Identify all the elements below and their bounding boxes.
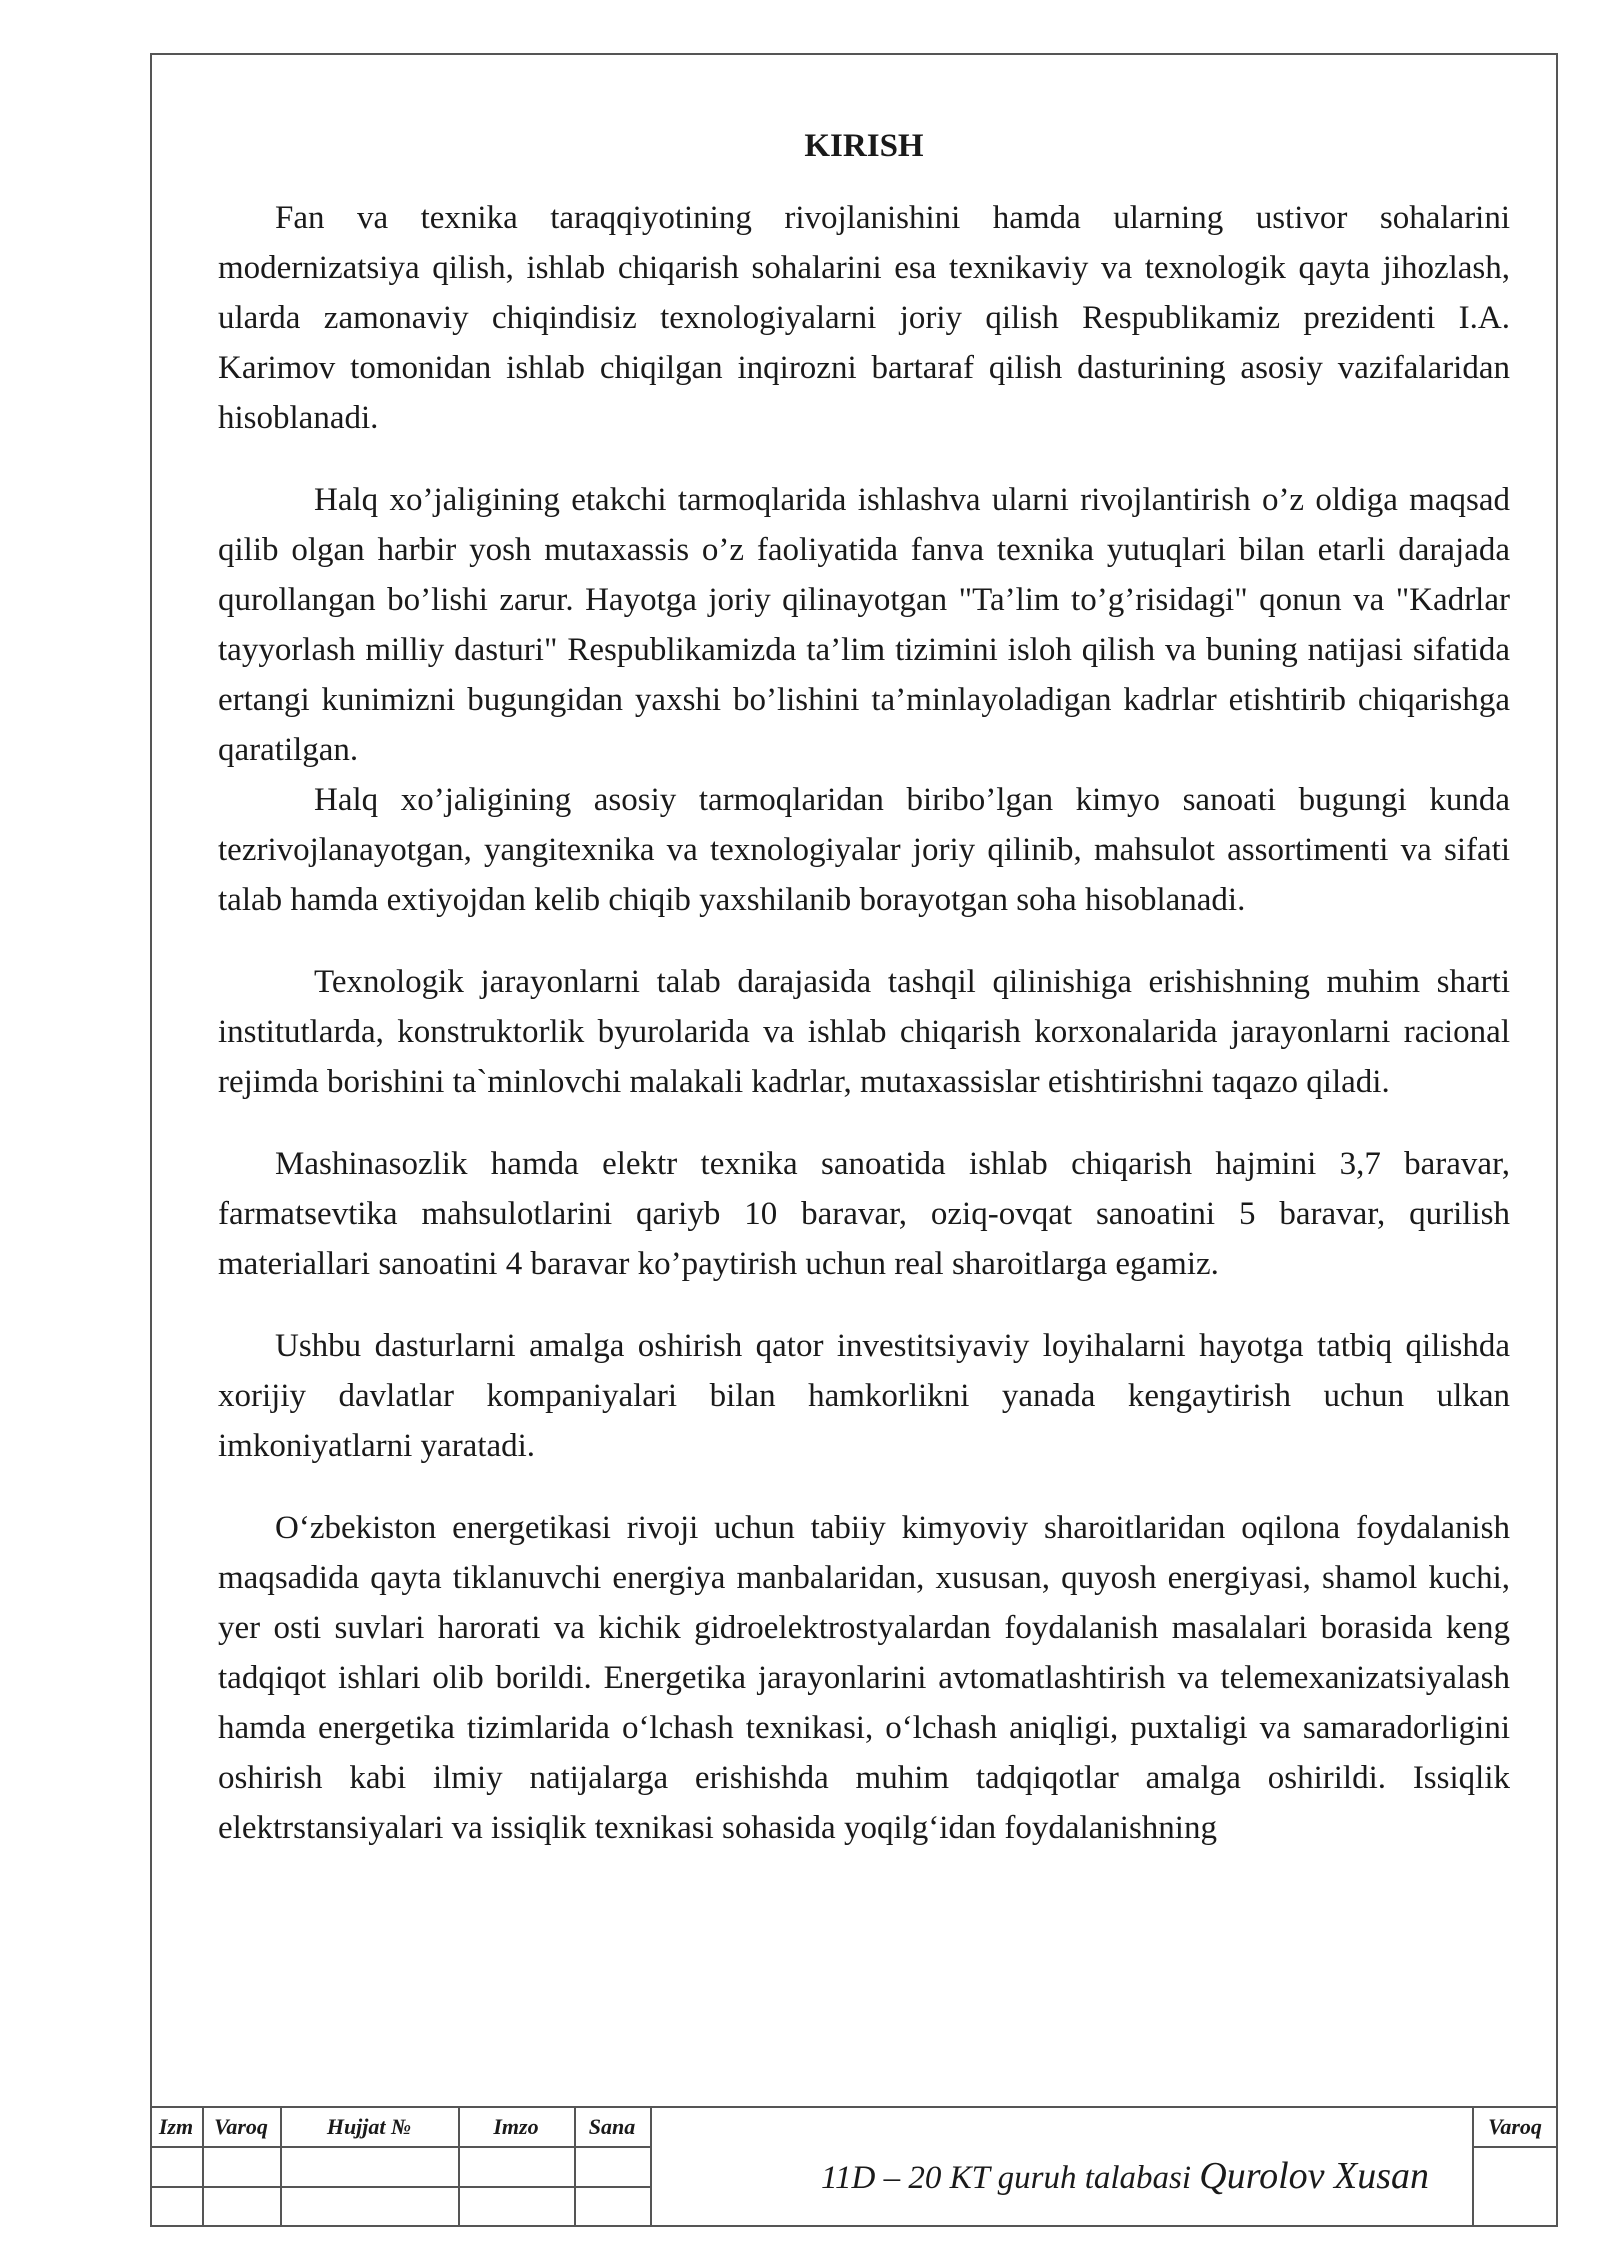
- stamp-top-border: [150, 2106, 1558, 2108]
- stamp-sheet-line: [1472, 2146, 1558, 2148]
- paragraph-6: Ushbu dasturlarni amalga oshirish qator investitsiyaviy loyihalarni hayotga tatbiq qilishda xorijiy davlatlar kompaniyalari bilan hamkorlikni yanada kengaytirish uchun ulkan imkoniyatlarni yaratadi.: [218, 1328, 1510, 1464]
- paragraph-3: Halq xo’jaligining asosiy tarmoqlaridan biribo’lgan kimyo sanoati bugungi kunda tezrivojlanayotgan, yangitexnika va texnologiyalar joriy qilinib, mahsulot assortimenti va sifati talab hamda extiyojdan kelib chiqib yaxshilanib borayotgan soha hisoblanadi.: [218, 782, 1510, 918]
- stamp-bottom-border: [150, 2225, 1558, 2227]
- stamp-header-sana: Sana: [588, 2114, 636, 2139]
- stamp-header-izm: Izm: [158, 2114, 194, 2139]
- caption-group: 11D – 20 KT guruh talabasi: [820, 2160, 1192, 2196]
- stamp-col-line-5: [650, 2106, 652, 2227]
- paragraph-7: O‘zbekiston energetikasi rivoji uchun tabiiy kimyoviy sharoitlaridan oqilona foydalanish maqsadida qayta tiklanuvchi energiya manbalaridan, xususan, quyosh energiyasi, shamol kuchi, yer osti suvlari harorati va kichik gidroelektrostyalardan foydalanish masalalari borasida keng tadqiqot ishlari olib borildi. Energetika jarayonlarini avtomatlashtirish va telemexanizatsiyalash hamda energetika tizimlarida o‘lchash texnikasi, o‘lchash aniqligi, puxtaligi va samaradorligini oshirish kabi ilmiy natijalarga erishishda muhim tadqiqotlar amalga oshirildi. Issiqlik elektrstansiyalari va issiqlik texnikasi sohasida yoqilg‘idan foydalanishning: [218, 1510, 1510, 1846]
- paragraph-4: Texnologik jarayonlarni talab darajasida tashqil qilinishiga erishishning muhim sharti institutlarda, konstruktorlik byurolarida va ishlab chiqarish korxonalarida jarayonlarni racional rejimda borishini ta`minlovchi malakali kadrlar, mutaxassislar etishtirishni taqazo qiladi.: [218, 964, 1510, 1100]
- stamp-header-imzo: Imzo: [493, 2114, 539, 2139]
- stamp-header-sheet: Varoq: [1488, 2114, 1542, 2139]
- stamp-header-hujjat: Hujjat №: [326, 2114, 412, 2139]
- paragraph-5: Mashinasozlik hamda elektr texnika sanoatida ishlab chiqarish hajmini 3,7 baravar, farmatsevtika mahsulotlarini qariyb 10 baravar, oziq-ovqat sanoatini 5 baravar, qurilish materiallari sanoatini 4 baravar ko’paytirish uchun real sharoitlarga egamiz.: [218, 1146, 1510, 1282]
- stamp-caption: [740, 2154, 1510, 2198]
- caption-student-name: Qurolov Xusan: [1199, 2155, 1430, 2197]
- title-block: [150, 2106, 1558, 2227]
- document-body: [218, 128, 1510, 1853]
- paragraph-2: Halq xo’jaligining etakchi tarmoqlarida ishlashva ularni rivojlantirish o’z oldiga maqsad qilib olgan harbir yosh mutaxassis o’z faoliyatida fanva texnika yutuqlari bilan etarli darajada qurollangan bo’lishi zarur. Hayotga joriy qilinayotgan "Ta’lim to’g’risidagi" qonun va "Kadrlar tayyorlash milliy dasturi" Respublikamizda ta’lim tizimini isloh qilish va buning natijasi sifatida ertangi kunimizni bugungidan yaxshi bo’lishini ta’minlayoladigan kadrlar etishtirib chiqarishga qaratilgan.: [218, 482, 1510, 768]
- stamp-header-varoq: Varoq: [214, 2114, 268, 2139]
- document-title: KIRISH: [804, 128, 924, 164]
- paragraph-1: Fan va texnika taraqqiyotining rivojlanishini hamda ularning ustivor sohalarini modernizatsiya qilish, ishlab chiqarish sohalarini esa texnikaviy va texnologik qayta jihozlash, ularda zamonaviy chiqindisiz texnologiyalarni joriy qilish Respublikamiz prezidenti I.A. Karimov tomonidan ishlab chiqilgan inqirozni bartaraf qilish dasturining asosiy vazifalaridan hisoblanadi.: [218, 200, 1510, 436]
